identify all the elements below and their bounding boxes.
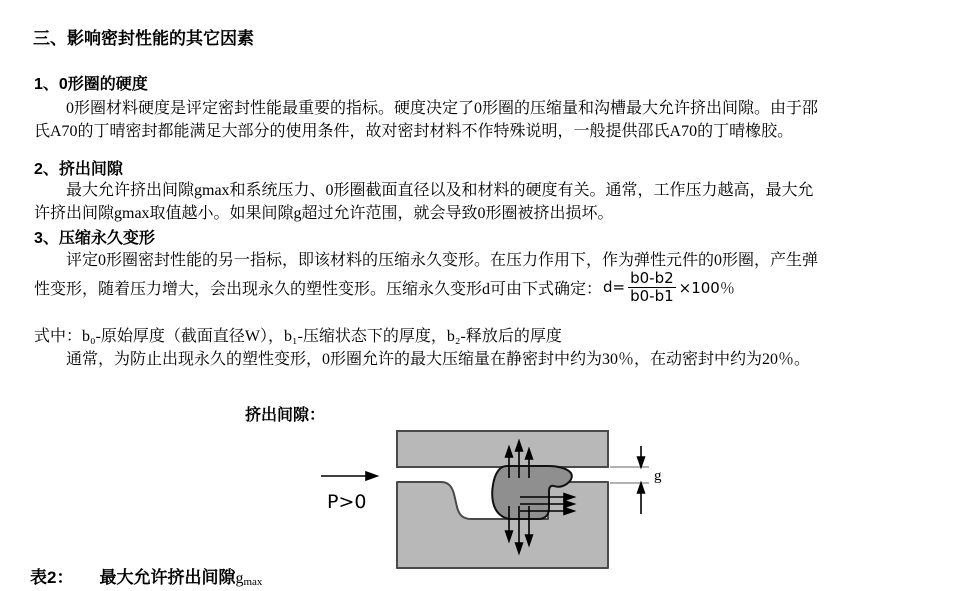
table-caption-number: 表2： (30, 568, 74, 587)
rightward-extrusion-arrows (520, 494, 574, 515)
formula-numerator: b0-b2 (630, 268, 674, 287)
section-3-line-2: 性变形，随着压力增大，会出现永久的塑性变形。压缩永久变形d可由下式确定： (34, 280, 603, 298)
section-1-line-1: 0形圈材料硬度是评定密封性能最重要的指标。硬度决定了0形圈的压缩量和沟槽最大允许挤出间隙。由于邵 (66, 100, 819, 117)
gap-dimension-arrows (638, 446, 645, 514)
page-title: 三、影响密封性能的其它因素 (33, 29, 254, 48)
compression-set-formula (34, 270, 736, 304)
pressure-label: P>0 (327, 491, 367, 513)
upper-plate (397, 431, 608, 467)
section-3-line-1: 评定0形圈密封性能的另一指标，即该材料的压缩永久变形。在压力作用下，作为弹性元件的0形圈，产生弹 (66, 252, 819, 269)
table-caption (30, 563, 262, 588)
section-2-line-1: 最大允许挤出间隙gmax和系统压力、0形圈截面直径以及和材料的硬度有关。通常，工作压力越高，最大允 (66, 182, 814, 199)
section-1-line-2: 氏A70的丁晴密封都能满足大部分的使用条件，故对密封材料不作特殊说明，一般提供邵氏A70的丁晴橡胶。 (34, 123, 794, 140)
section-2-line-2: 许挤出间隙gmax取值越小。如果间隙g超过允许范围，就会导致0形圈被挤出损坏。 (34, 205, 614, 222)
table-caption-subscript: max (243, 576, 263, 588)
formula-denominator: b0-b1 (630, 286, 674, 305)
formula-fraction (628, 268, 676, 305)
formula-lhs: d= (603, 278, 626, 296)
max-compression-note-line: 通常，为防止出现永久的塑性变形，0形圈允许的最大压缩量在静密封中约为30％，在动密封中约为20％。 (66, 351, 811, 368)
table-caption-text: 最大允许挤出间隙 (99, 568, 236, 587)
formula-legend-line: 式中：b₀-原始厚度（截面直径W），b₁-压缩状态下的厚度，b₂-释放后的厚度 (34, 328, 562, 345)
table-caption-symbol: g (235, 570, 244, 587)
formula-rhs: ×100％ (678, 278, 735, 297)
section-2-heading: 2、挤出间隙 (34, 161, 123, 178)
diagram-caption: 挤出间隙： (245, 407, 326, 424)
section-1-heading: 1、0形圈的硬度 (34, 76, 148, 93)
pressure-arrow (321, 472, 377, 480)
section-3-heading: 3、压缩永久变形 (34, 230, 155, 247)
extrusion-gap-diagram (297, 425, 683, 580)
gap-label: g (654, 468, 662, 484)
